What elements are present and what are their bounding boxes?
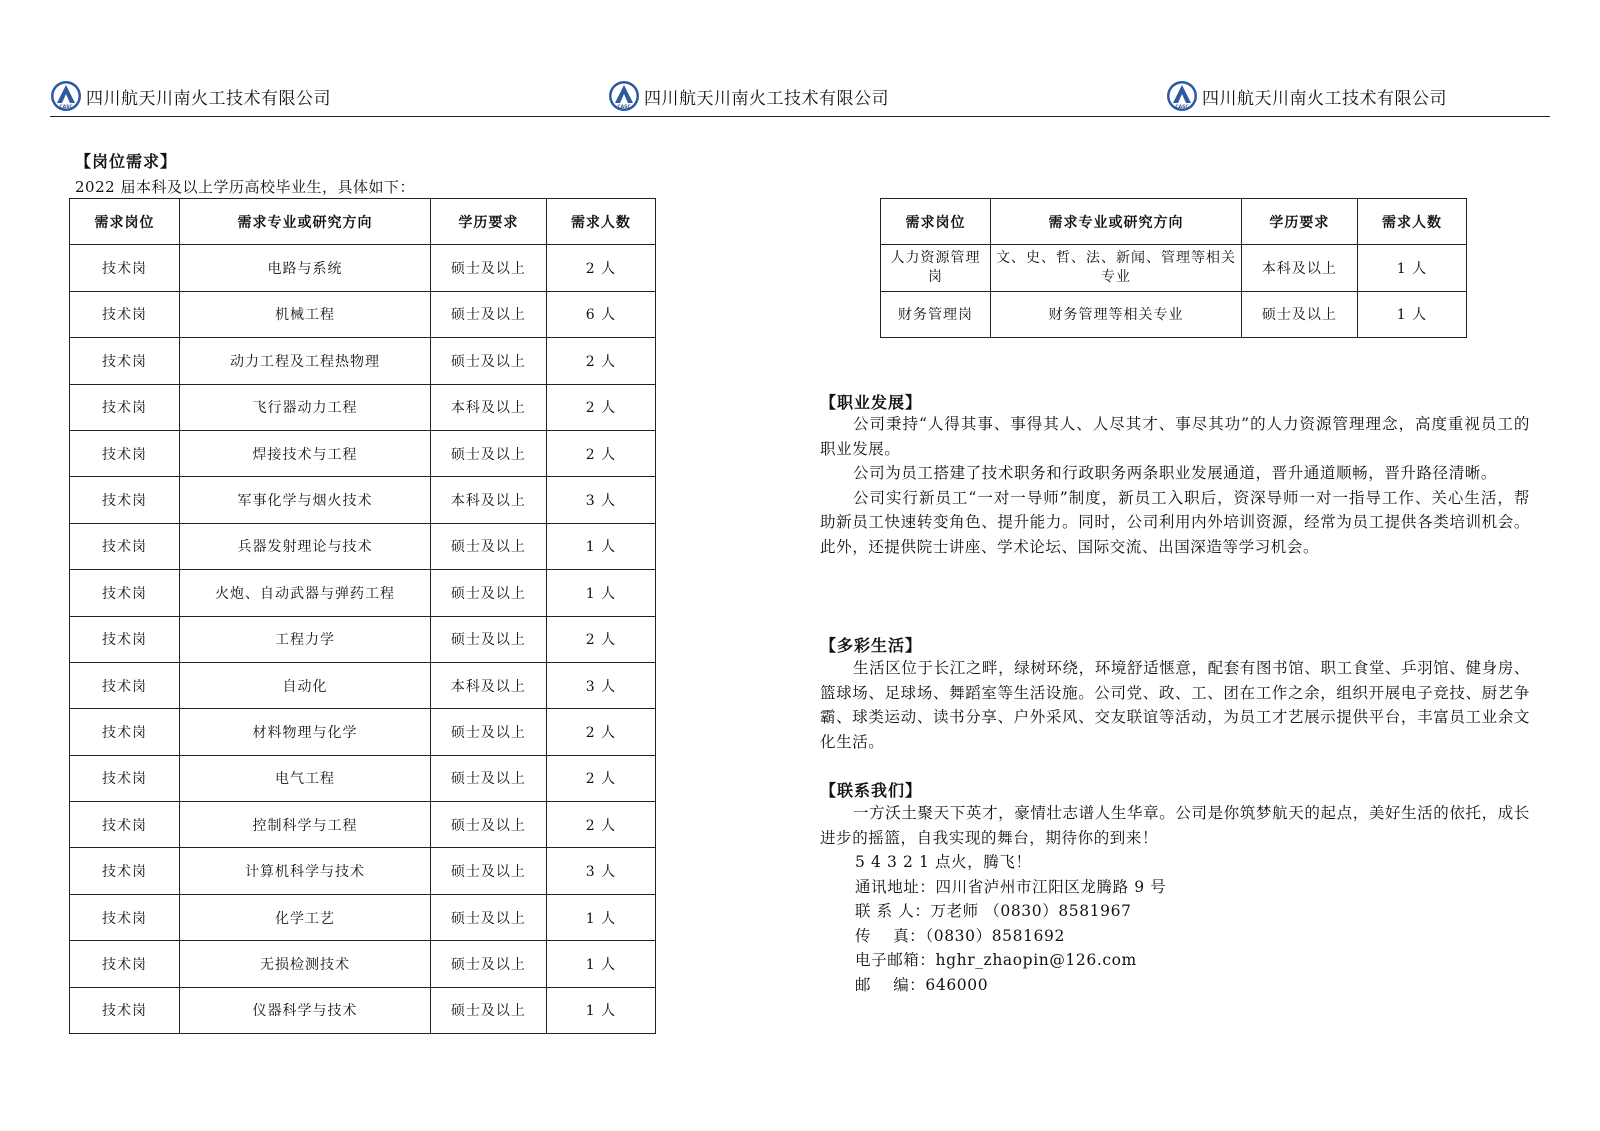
table-row (70, 430, 656, 476)
cell-position: 技术岗 (70, 477, 180, 523)
cell-degree: 本科及以上 (430, 384, 546, 430)
table-row (70, 662, 656, 708)
cell-major: 兵器发射理论与技术 (180, 523, 431, 569)
cell-position: 技术岗 (70, 941, 180, 987)
contact-intro (820, 801, 1530, 850)
logo-text: CASC (1175, 105, 1189, 110)
cell-count: 6 人 (546, 291, 655, 337)
cell-position: 技术岗 (70, 755, 180, 801)
header-company-1 (50, 76, 331, 116)
section-heading-jobs: 【岗位需求】 (75, 152, 178, 171)
table-row (70, 616, 656, 662)
cell-degree: 硕士及以上 (430, 338, 546, 384)
cell-position: 技术岗 (70, 894, 180, 940)
jobs-table-continued (880, 198, 1467, 338)
table-row (70, 802, 656, 848)
contact-fax: 传 真：（0830）8581692 (855, 926, 1065, 945)
cell-degree: 硕士及以上 (430, 616, 546, 662)
cell-major: 文、史、哲、法、新闻、管理等相关专业 (991, 245, 1242, 291)
jobs-table (69, 198, 656, 1034)
cell-major: 电气工程 (180, 755, 431, 801)
col-header-count: 需求人数 (546, 199, 655, 245)
contact-paragraph: 一方沃土聚天下英才，豪情壮志谱人生华章。公司是你筑梦航天的起点，美好生活的依托，成长进步的摇篮，自我实现的舞台，期待你的到来！ (820, 804, 1530, 847)
table-header-row (881, 199, 1467, 245)
cell-degree: 硕士及以上 (430, 245, 546, 291)
table-row (70, 941, 656, 987)
header-company-3 (1166, 76, 1447, 116)
cell-major: 无损检测技术 (180, 941, 431, 987)
cell-position: 技术岗 (70, 616, 180, 662)
cell-major: 工程力学 (180, 616, 431, 662)
cell-count: 1 人 (546, 570, 655, 616)
cell-position: 财务管理岗 (881, 291, 991, 337)
cell-degree: 硕士及以上 (430, 755, 546, 801)
header-divider (50, 116, 1550, 117)
logo-text: CASC (617, 105, 631, 110)
cell-count: 2 人 (546, 802, 655, 848)
cell-count: 3 人 (546, 662, 655, 708)
cell-degree: 硕士及以上 (430, 709, 546, 755)
cell-position: 技术岗 (70, 523, 180, 569)
contact-address: 通讯地址：四川省泸州市江阳区龙腾路 9 号 (855, 877, 1167, 896)
table-row (881, 245, 1467, 291)
table-row (70, 755, 656, 801)
career-paragraph: 公司实行新员工“一对一导师”制度，新员工入职后，资深导师一对一指导工作、关心生活，帮助新员工快速转变角色、提升能力。同时，公司利用内外培训资源，经常为员工提供各类培训机会。此外，还提供院士讲座、学术论坛、国际交流、出国深造等学习机会。 (820, 488, 1530, 556)
cell-major: 军事化学与烟火技术 (180, 477, 431, 523)
cell-count: 1 人 (546, 941, 655, 987)
cell-count: 2 人 (546, 755, 655, 801)
cell-degree: 硕士及以上 (430, 987, 546, 1033)
cell-major: 财务管理等相关专业 (991, 291, 1242, 337)
cell-position: 技术岗 (70, 987, 180, 1033)
cell-major: 控制科学与工程 (180, 802, 431, 848)
section-heading-life: 【多彩生活】 (820, 636, 923, 655)
cell-degree: 硕士及以上 (430, 802, 546, 848)
section-heading-career: 【职业发展】 (820, 393, 923, 412)
cell-major: 焊接技术与工程 (180, 430, 431, 476)
casc-logo-icon (608, 80, 640, 112)
cell-count: 3 人 (546, 477, 655, 523)
table-row (70, 848, 656, 894)
table-header-row (70, 199, 656, 245)
cell-position: 技术岗 (70, 848, 180, 894)
cell-position: 人力资源管理岗 (881, 245, 991, 291)
career-text (820, 412, 1530, 559)
col-header-position: 需求岗位 (70, 199, 180, 245)
cell-major: 飞行器动力工程 (180, 384, 431, 430)
cell-count: 2 人 (546, 616, 655, 662)
cell-count: 1 人 (546, 987, 655, 1033)
table-row (70, 523, 656, 569)
company-name: 四川航天川南火工技术有限公司 (644, 88, 889, 109)
table-row (70, 570, 656, 616)
cell-major: 机械工程 (180, 291, 431, 337)
cell-degree: 硕士及以上 (430, 570, 546, 616)
col-header-major: 需求专业或研究方向 (180, 199, 431, 245)
countdown-text: 5 4 3 2 1 点火，腾飞！ (855, 853, 1032, 871)
col-header-count: 需求人数 (1357, 199, 1466, 245)
life-text (820, 656, 1530, 754)
company-name: 四川航天川南火工技术有限公司 (1202, 88, 1447, 109)
contact-postcode: 邮 编：646000 (855, 975, 989, 994)
table-row (70, 709, 656, 755)
cell-degree: 本科及以上 (1241, 245, 1357, 291)
cell-position: 技术岗 (70, 709, 180, 755)
table-row (70, 477, 656, 523)
cell-major: 计算机科学与技术 (180, 848, 431, 894)
cell-major: 化学工艺 (180, 894, 431, 940)
cell-position: 技术岗 (70, 245, 180, 291)
cell-position: 技术岗 (70, 384, 180, 430)
cell-count: 2 人 (546, 384, 655, 430)
col-header-major: 需求专业或研究方向 (991, 199, 1242, 245)
table-row (70, 338, 656, 384)
cell-degree: 硕士及以上 (430, 291, 546, 337)
col-header-degree: 学历要求 (430, 199, 546, 245)
table-row (70, 245, 656, 291)
cell-position: 技术岗 (70, 291, 180, 337)
cell-degree: 本科及以上 (430, 662, 546, 708)
col-header-degree: 学历要求 (1241, 199, 1357, 245)
table-row (70, 894, 656, 940)
table-row (70, 987, 656, 1033)
cell-position: 技术岗 (70, 338, 180, 384)
cell-count: 1 人 (1357, 245, 1466, 291)
contact-email: 电子邮箱：hghr_zhaopin@126.com (855, 951, 1137, 969)
cell-major: 材料物理与化学 (180, 709, 431, 755)
cell-count: 2 人 (546, 338, 655, 384)
company-name: 四川航天川南火工技术有限公司 (86, 88, 331, 109)
cell-degree: 硕士及以上 (430, 523, 546, 569)
table-row (70, 384, 656, 430)
logo-text: CASC (59, 105, 73, 110)
cell-position: 技术岗 (70, 430, 180, 476)
life-paragraph: 生活区位于长江之畔，绿树环绕，环境舒适惬意，配套有图书馆、职工食堂、乒羽馆、健身房、篮球场、足球场、舞蹈室等生活设施。公司党、政、工、团在工作之余，组织开展电子竞技、厨艺争霸、球类运动、读书分享、户外采风、交友联谊等活动，为员工才艺展示提供平台，丰富员工业余文化生活。 (820, 659, 1530, 751)
cell-count: 1 人 (546, 523, 655, 569)
cell-major: 火炮、自动武器与弹药工程 (180, 570, 431, 616)
header-company-2 (608, 76, 889, 116)
cell-position: 技术岗 (70, 662, 180, 708)
cell-count: 2 人 (546, 430, 655, 476)
cell-degree: 硕士及以上 (1241, 291, 1357, 337)
cell-degree: 硕士及以上 (430, 848, 546, 894)
col-header-position: 需求岗位 (881, 199, 991, 245)
cell-major: 自动化 (180, 662, 431, 708)
cell-position: 技术岗 (70, 802, 180, 848)
cell-count: 3 人 (546, 848, 655, 894)
cell-position: 技术岗 (70, 570, 180, 616)
casc-logo-icon (50, 80, 82, 112)
cell-degree: 硕士及以上 (430, 430, 546, 476)
cell-count: 2 人 (546, 245, 655, 291)
cell-degree: 硕士及以上 (430, 894, 546, 940)
cell-count: 1 人 (546, 894, 655, 940)
cell-count: 2 人 (546, 709, 655, 755)
section-heading-contact: 【联系我们】 (820, 781, 923, 800)
casc-logo-icon (1166, 80, 1198, 112)
jobs-intro: 2022 届本科及以上学历高校毕业生，具体如下： (75, 178, 415, 196)
table-row (70, 291, 656, 337)
cell-degree: 硕士及以上 (430, 941, 546, 987)
cell-major: 仪器科学与技术 (180, 987, 431, 1033)
contact-person: 联 系 人：万老师 （0830）8581967 (855, 902, 1132, 920)
career-paragraph: 公司为员工搭建了技术职务和行政职务两条职业发展通道，晋升通道顺畅，晋升路径清晰。 (853, 464, 1498, 482)
career-paragraph: 公司秉持“人得其事、事得其人、人尽其才、事尽其功”的人力资源管理理念，高度重视员工的职业发展。 (820, 415, 1530, 458)
contact-details (855, 850, 1166, 997)
cell-major: 电路与系统 (180, 245, 431, 291)
cell-degree: 本科及以上 (430, 477, 546, 523)
cell-count: 1 人 (1357, 291, 1466, 337)
cell-major: 动力工程及工程热物理 (180, 338, 431, 384)
table-row (881, 291, 1467, 337)
